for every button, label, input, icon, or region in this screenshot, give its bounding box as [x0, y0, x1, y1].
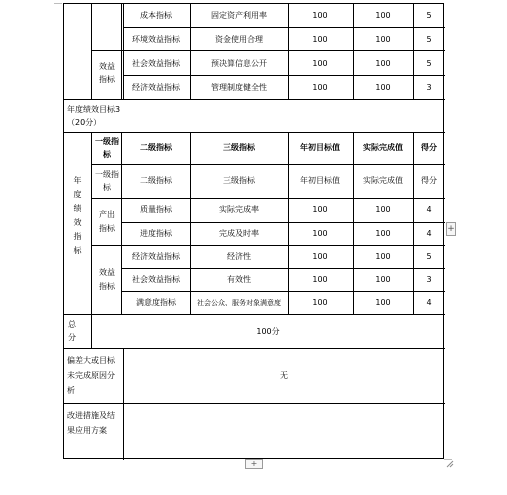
total-label: 总分 — [68, 320, 76, 342]
row-l2: 质量指标 — [140, 205, 172, 214]
annual-indicators-label: 年度绩效指标 — [73, 176, 82, 255]
row-score: 5 — [426, 252, 432, 261]
row-score: 3 — [426, 83, 432, 92]
performance-table — [63, 3, 444, 459]
subheader-score: 得分 — [421, 176, 437, 185]
subheader-target: 年初目标值 — [300, 176, 340, 185]
row-l3: 社会公众、服务对象满意度 — [197, 299, 281, 307]
row-target: 100 — [312, 229, 328, 238]
add-column-button[interactable]: + — [447, 224, 455, 234]
goal3-label: 年度绩效目标3（20分） — [67, 105, 121, 127]
row-score: 4 — [426, 298, 432, 307]
deviation-label: 偏差大或目标未完成原因分析 — [67, 356, 115, 395]
row-target: 100 — [312, 35, 328, 44]
row-score: 3 — [426, 275, 432, 284]
benefit-label-top: 效益指标 — [99, 62, 115, 84]
row-actual: 100 — [375, 275, 391, 284]
row-score: 5 — [426, 35, 432, 44]
margin-marker — [54, 3, 62, 4]
header-target: 年初目标值 — [300, 143, 340, 152]
margin-marker — [444, 459, 452, 460]
add-row-button[interactable]: + — [245, 459, 263, 469]
row-l2: 经济效益指标 — [132, 83, 180, 92]
table-resize-handle-icon[interactable] — [446, 460, 454, 468]
row-score: 5 — [426, 11, 432, 20]
row-target: 100 — [312, 11, 328, 20]
header-l1: 一级指标 — [95, 137, 119, 159]
row-target: 100 — [312, 83, 328, 92]
row-target: 100 — [312, 275, 328, 284]
row-l3: 管理制度健全性 — [211, 83, 267, 92]
header-actual: 实际完成值 — [363, 143, 403, 152]
row-target: 100 — [312, 205, 328, 214]
row-score: 4 — [426, 205, 432, 214]
subheader-actual: 实际完成值 — [363, 176, 403, 185]
deviation-value: 无 — [280, 371, 288, 380]
subheader-l3: 三级指标 — [223, 176, 255, 185]
row-l2: 社会效益指标 — [132, 59, 180, 68]
row-l3: 资金使用合理 — [215, 35, 263, 44]
header-l2: 二级指标 — [140, 143, 172, 152]
header-score: 得分 — [421, 143, 437, 152]
row-l3: 经济性 — [227, 252, 251, 261]
row-actual: 100 — [375, 11, 391, 20]
row-l3: 预决算信息公开 — [211, 59, 267, 68]
row-score: 5 — [426, 59, 432, 68]
row-l2: 满意度指标 — [136, 298, 176, 307]
total-value: 100分 — [256, 327, 280, 336]
header-l3: 三级指标 — [223, 143, 255, 152]
row-l3: 有效性 — [227, 275, 251, 284]
row-target: 100 — [312, 252, 328, 261]
row-l3: 实际完成率 — [219, 205, 259, 214]
row-l2: 社会效益指标 — [132, 275, 180, 284]
output-indicators-label: 产出指标 — [99, 210, 115, 233]
row-l2: 进度指标 — [140, 229, 172, 238]
benefit-indicators-label: 效益指标 — [99, 268, 115, 291]
row-l3: 完成及时率 — [219, 229, 259, 238]
subheader-l2: 二级指标 — [140, 176, 172, 185]
improvement-label: 改进措施及结果应用方案 — [67, 411, 115, 435]
row-actual: 100 — [375, 35, 391, 44]
row-l2: 成本指标 — [140, 11, 172, 20]
row-actual: 100 — [375, 229, 391, 238]
subheader-l1: 一级指标 — [95, 170, 119, 192]
row-target: 100 — [312, 59, 328, 68]
row-l2: 环境效益指标 — [132, 35, 180, 44]
row-score: 4 — [426, 229, 432, 238]
row-actual: 100 — [375, 59, 391, 68]
row-l2: 经济效益指标 — [132, 252, 180, 261]
row-target: 100 — [312, 298, 328, 307]
row-actual: 100 — [375, 205, 391, 214]
row-l3: 固定资产利用率 — [211, 11, 267, 20]
row-actual: 100 — [375, 83, 391, 92]
row-actual: 100 — [375, 298, 391, 307]
row-actual: 100 — [375, 252, 391, 261]
